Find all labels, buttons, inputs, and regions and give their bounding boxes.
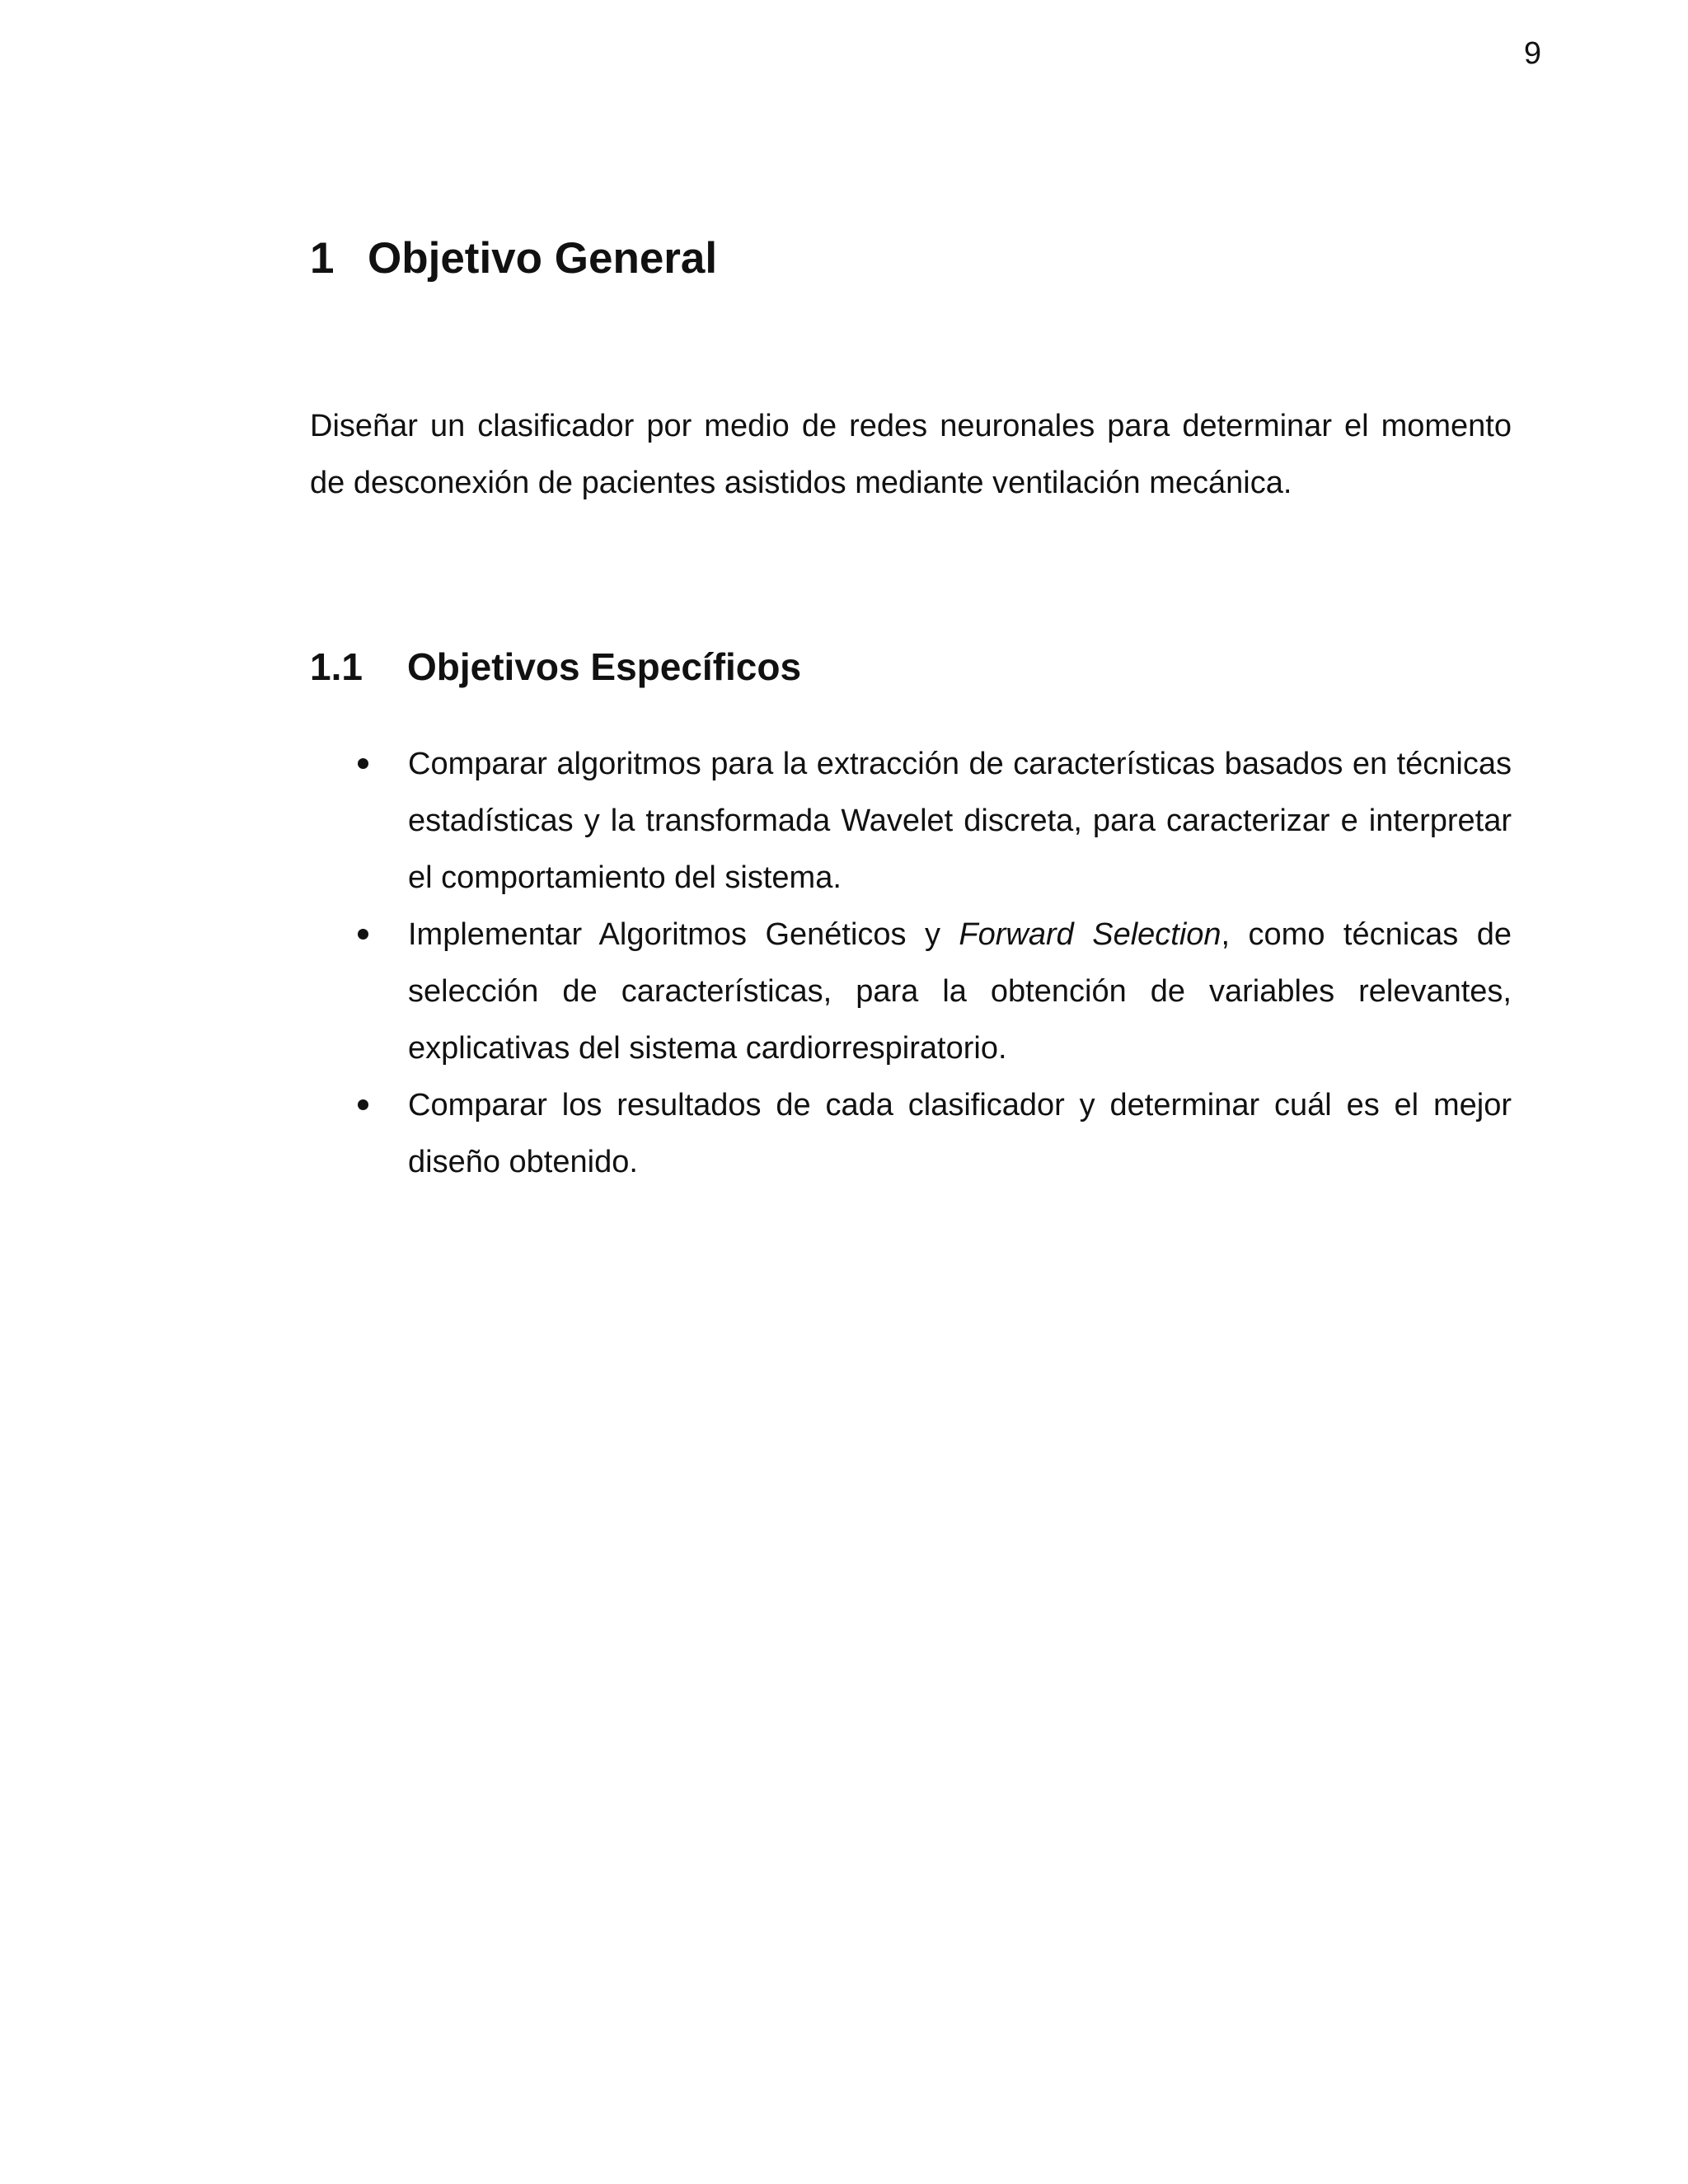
list-item [310,736,1512,907]
section-title: Objetivos Específicos [407,645,802,688]
chapter-heading [310,232,717,285]
list-item-text: Comparar los resultados de cada clasificador y determinar cuál es el mejor diseño obtenido. [408,1088,1512,1179]
chapter-title: Objetivo General [368,234,718,283]
list-item-italic-term: Forward Selection [959,917,1221,952]
bullet-icon [358,1099,368,1110]
bullet-icon [358,758,368,769]
list-item-text-after: , como técnicas de selección de características, para la obtención de variables relevantes, explicativas del sistema cardiorrespiratorio. [408,917,1512,1066]
section-number: 1.1 [310,645,363,688]
specific-objectives-list [310,736,1512,1191]
chapter-number: 1 [310,234,335,283]
page-number: 9 [1523,36,1541,71]
list-item-text-before: Implementar Algoritmos Genéticos y [408,917,959,952]
list-item [310,907,1512,1077]
bullet-icon [358,929,368,940]
section-heading [310,644,801,690]
list-item [310,1077,1512,1191]
general-objective-paragraph: Diseñar un clasificador por medio de redes neuronales para determinar el momento de desconexión de pacientes asistidos mediante ventilación mecánica. [310,409,1512,500]
list-item-text: Comparar algoritmos para la extracción de características basados en técnicas estadísticas y la transformada Wavelet discreta, para caracterizar e interpretar el comportamiento del sistema. [408,747,1512,895]
